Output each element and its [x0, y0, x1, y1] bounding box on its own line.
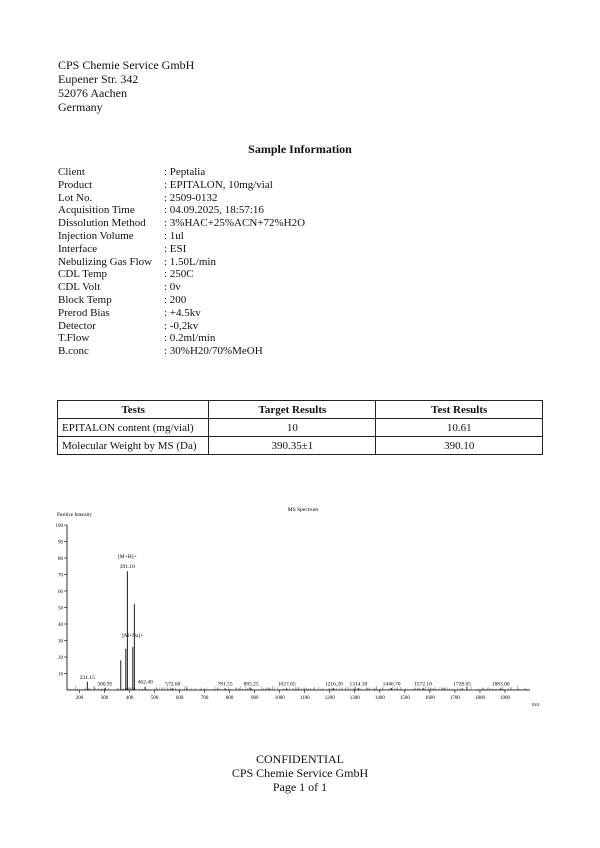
footer-confidential: CONFIDENTIAL	[256, 752, 344, 766]
y-tick-label: 90	[58, 540, 63, 546]
x-tick-label: 1200	[324, 696, 335, 701]
peak-label: 1446.70	[382, 681, 401, 688]
info-row	[58, 345, 305, 358]
company-address	[58, 58, 194, 114]
address-country: Germany	[58, 100, 103, 114]
x-tick-label: 1400	[374, 696, 385, 701]
info-value: : Peptalia	[164, 166, 206, 178]
header-tests: Tests	[58, 401, 209, 419]
peak-label: 1728.65	[453, 681, 472, 688]
peak-label: 1216.20	[324, 681, 343, 688]
row-result-value: 390.10	[376, 437, 543, 455]
info-label: CDL Volt	[58, 281, 101, 294]
results-table	[57, 400, 543, 455]
info-label: Product	[58, 178, 93, 191]
peak-annotation: [M+H]+	[117, 554, 137, 560]
address-street: Eupener Str. 342	[58, 72, 139, 86]
x-tick-label: 1800	[474, 696, 485, 701]
y-tick-label: 10	[58, 672, 63, 678]
info-value: : +4.5kv	[164, 306, 201, 319]
table-row	[58, 437, 543, 455]
table-row	[58, 419, 543, 437]
info-value: : 1.50L/min	[164, 255, 216, 268]
y-tick-label: 100	[55, 523, 63, 529]
peak-label: 462.40	[137, 679, 153, 686]
info-row	[58, 281, 305, 294]
x-axis-label: m/z	[532, 703, 540, 708]
ms-spectrum-chart	[55, 500, 550, 715]
y-tick-label: 60	[58, 589, 63, 595]
x-tick-label: 900	[250, 696, 259, 701]
header-test-results: Test Results	[376, 401, 543, 419]
x-tick-label: 200	[75, 696, 84, 701]
info-row	[58, 307, 305, 320]
info-value: : 04.09.2025, 18:57:16	[164, 204, 264, 217]
info-row	[58, 179, 305, 192]
info-value: : 0v	[164, 281, 181, 294]
row-test-name: Molecular Weight by MS (Da)	[58, 437, 209, 455]
x-tick-label: 1600	[424, 696, 435, 701]
info-row	[58, 166, 305, 179]
x-tick-label: 400	[125, 696, 134, 701]
footer-company: CPS Chemie Service GmbH	[231, 766, 369, 780]
info-label: Dissolution Method	[58, 217, 146, 230]
results-header-row	[58, 401, 543, 419]
info-label: Block Temp	[58, 293, 112, 306]
x-tick-label: 700	[200, 696, 209, 701]
info-label: B.conc	[58, 345, 89, 358]
info-value: : ESI	[164, 242, 187, 255]
info-label: Nebulizing Gas Flow	[58, 255, 153, 268]
info-label: Injection Volume	[58, 229, 134, 242]
peak-label: 391.10	[119, 564, 135, 571]
x-tick-label: 600	[175, 696, 184, 701]
y-tick-label: 40	[58, 622, 63, 628]
y-tick-label: 70	[58, 573, 63, 579]
row-result-value: 10.61	[376, 419, 543, 437]
info-value: : EPITALON, 10mg/vial	[164, 178, 273, 191]
x-tick-label: 1000	[274, 696, 285, 701]
info-value: : 200	[164, 293, 187, 306]
footer	[0, 752, 600, 794]
info-label: Detector	[58, 319, 96, 332]
peak-label: 300.95	[97, 681, 113, 688]
info-value: : 1ul	[164, 229, 184, 242]
info-row	[58, 320, 305, 333]
x-tick-label: 800	[225, 696, 234, 701]
address-city: 52076 Aachen	[58, 86, 127, 100]
peak-label: 231.15	[79, 674, 95, 681]
x-tick-label: 300	[100, 696, 109, 701]
info-label: Client	[58, 166, 85, 178]
info-label: Acquisition Time	[58, 204, 135, 217]
peak-annotation: [M+Na]+	[122, 633, 144, 640]
peak-label: 572.60	[165, 681, 181, 688]
row-target-value: 10	[209, 419, 376, 437]
sample-info-list	[58, 166, 305, 358]
header-target-results: Target Results	[209, 401, 376, 419]
y-tick-label: 50	[58, 606, 63, 612]
info-label: Lot No.	[58, 191, 93, 204]
info-row	[58, 294, 305, 307]
info-row	[58, 332, 305, 345]
x-tick-label: 1100	[299, 696, 310, 701]
info-label: Prerod Bias	[58, 306, 110, 319]
info-value: : 2509-0132	[164, 191, 218, 204]
peak-label: 885.25	[243, 681, 259, 688]
y-tick-label: 80	[58, 556, 63, 562]
info-label: CDL Temp	[58, 268, 108, 281]
row-test-name: EPITALON content (mg/vial)	[58, 419, 209, 437]
x-tick-label: 1500	[399, 696, 410, 701]
info-row	[58, 256, 305, 269]
info-row	[58, 217, 305, 230]
x-tick-label: 1300	[349, 696, 360, 701]
info-label: T.Flow	[58, 332, 90, 345]
info-value: : 250C	[164, 268, 194, 281]
footer-page-number: Page 1 of 1	[272, 780, 328, 794]
info-value: : 0.2ml/min	[164, 332, 216, 345]
peak-label: 781.55	[217, 681, 233, 688]
y-tick-label: 30	[58, 639, 63, 645]
info-row	[58, 192, 305, 205]
info-row	[58, 268, 305, 281]
chart-title: MS Spectrum	[287, 507, 319, 513]
peak-label: 1027.65	[277, 681, 296, 688]
info-row	[58, 243, 305, 256]
x-tick-label: 1900	[499, 696, 510, 701]
y-axis-label: Positive Intensity	[57, 513, 92, 518]
info-value: : 30%H20/70%MeOH	[164, 345, 263, 358]
address-company: CPS Chemie Service GmbH	[58, 58, 195, 72]
info-row	[58, 230, 305, 243]
info-value: : -0,2kv	[164, 319, 199, 332]
x-tick-label: 1700	[449, 696, 460, 701]
info-value: : 3%HAC+25%ACN+72%H2O	[164, 217, 306, 230]
peak-label: 1314.30	[349, 681, 368, 688]
info-row	[58, 204, 305, 217]
row-target-value: 390.35±1	[209, 437, 376, 455]
peak-label: 1883.00	[491, 681, 510, 688]
section-title: Sample Information	[248, 142, 352, 156]
info-label: Interface	[58, 242, 98, 255]
peak-label: 1572.10	[413, 681, 432, 688]
y-tick-label: 20	[58, 655, 63, 661]
x-tick-label: 500	[150, 696, 159, 701]
